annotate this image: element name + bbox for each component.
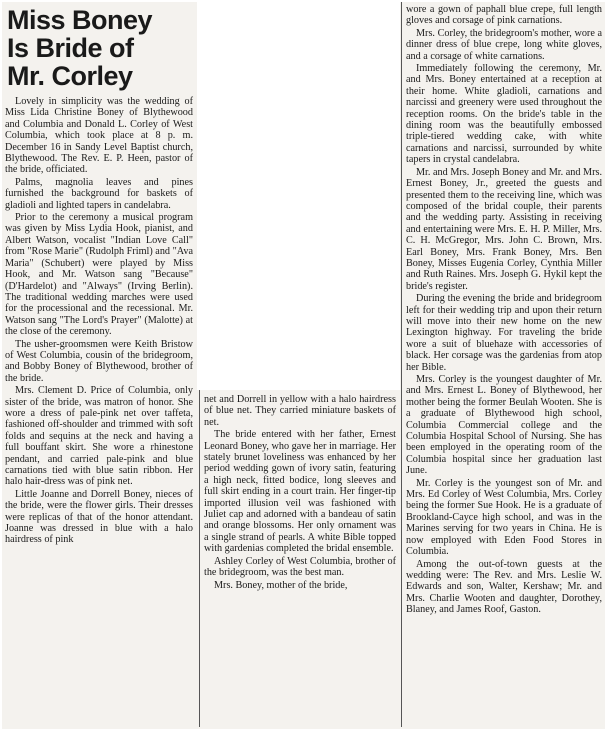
paragraph: Among the out-of-town guests at the wedding were: The Rev. and Mrs. Leslie W. Edwards and son, Walter, Kershaw; Mr. and Mrs. Charlie Wooten and daughter, Dorothey, Blaney, and James Roof, Gaston. (406, 558, 602, 616)
column-3 (406, 4, 602, 617)
paragraph: Mr. and Mrs. Joseph Boney and Mr. and Mrs. Ernest Boney, Jr., greeted the guests and presented them to the receiving line, which was composed of the bridal couple, their parents and the wedding party. Assisting in receiving and entertaining were Mrs. E. H. P. Miller, Mrs. C. H. McGregor, Mrs. John C. Brown, Mrs. Earl Boney, Mrs. Frank Boney, Mrs. Ben Boney, Misses Eugenia Corley, Cynthia Miller and Ruth Raines. Mrs. Joseph G. Hykil kept the bride's register. (406, 166, 602, 292)
column-rule (199, 390, 200, 727)
paragraph: Palms, magnolia leaves and pines furnished the background for baskets of gladioli and lighted tapers in candelabra. (5, 176, 193, 211)
paragraph: Mrs. Corley is the youngest daughter of Mr. and Mrs. Ernest L. Boney of Blythewood, her mother being the former Beulah Wooten. She is a graduate of Blythewood high school, Columbia Commercial college and the Columbia Hospital School of Nursing. She has been employed in the operating room of the Columbia hospital since her graduation last June. (406, 374, 602, 477)
headline-line: Mr. Corley (7, 61, 133, 91)
paragraph: Immediately following the ceremony, Mr. and Mrs. Boney entertained at a reception at their home. White gladioli, carnations and narcissi and greenery were used throughout the reception rooms. On the bride's table in the dining room was the beautifully embossed triple-tiered wedding cake, with white carnations and narcissi, surrounded by white tapers in crystal candelabra. (406, 63, 602, 166)
headline-line: Is Bride of (7, 33, 134, 63)
column-2 (204, 394, 396, 592)
headline-line: Miss Boney (7, 5, 153, 35)
paragraph: Lovely in simplicity was the wedding of Miss Lida Christine Boney of Blythewood and Columbia and Donald L. Corley of West Columbia, which took place at 8 p. m. December 16 in Sandy Level Baptist church, Blythewood. The Rev. E. P. Heen, pastor of the bride, officiated. (5, 96, 193, 176)
paragraph: The usher-groomsmen were Keith Bristow of West Columbia, cousin of the bridegroom, and Bobby Boney of Blythewood, brother of the bride. (5, 338, 193, 384)
column-rule (401, 2, 402, 727)
paragraph: wore a gown of paphall blue crepe, full length gloves and corsage of pink carnations. (406, 4, 602, 27)
paragraph: Prior to the ceremony a musical program was given by Miss Lydia Hook, pianist, and Albert Watson, vocalist "Indian Love Call" from "Rose Marie" (Rudolph Friml) and "Ava Maria" (Schubert) were played by Miss Hook, and Mr. Watson sang "Because" (D'Hardelot) and "Always" (Irving Berlin). The traditional wedding marches were used for the processional and the recessional. Mr. Watson sang "The Lord's Prayer" (Malotte) at the close of the ceremony. (5, 212, 193, 338)
paragraph: Ashley Corley of West Columbia, brother of the bridegroom, was the best man. (204, 555, 396, 579)
paragraph: During the evening the bride and bridegroom left for their wedding trip and upon their return will move into their new home on the new Lexington highway. For traveling the bride wore a suit of bluehaze with accessories of black. Her corsage was the gardenias from atop her Bible. (406, 293, 602, 373)
blank-area (197, 2, 400, 390)
paragraph: Little Joanne and Dorrell Boney, nieces of the bride, were the flower girls. Their dresses were replicas of that of the honor attendant. Joanne was dressed in blue with a halo hairdress of pink (5, 488, 193, 546)
paragraph: Mrs. Corley, the bridegroom's mother, wore a dinner dress of blue crepe, long white gloves, and a corsage of white carnations. (406, 27, 602, 62)
paragraph: Mrs. Clement D. Price of Columbia, only sister of the bride, was matron of honor. She wore a dress of pale-pink net over taffeta, fashioned off-shoulder and trimmed with soft folds and sequins at the neck and having a full bouffant skirt. She wore a rhinestone pendant, and carried pale-pink and blue carnations tied with blue satin ribbon. Her halo hair-dress was of pink net. (5, 385, 193, 488)
paragraph: Mr. Corley is the youngest son of Mr. and Mrs. Ed Corley of West Columbia, Mrs. Corley being the former Sue Hook. He is a graduate of Brookland-Cayce high school, and was in the Marines serving for two years in China. He is now employed with Eden Food Stores in Columbia. (406, 477, 602, 558)
headline (7, 6, 193, 90)
paragraph: The bride entered with her father, Ernest Leonard Boney, who gave her in marriage. Her stately brunet loveliness was enhanced by her period wedding gown of ivory satin, featuring a high neck, fitted bodice, long sleeves and full skirt ending in a court train. Her finger-tip imported illusion veil was fashioned with Juliet cap and adorned with a bandeau of satin and orange blossoms. Her only ornament was a single strand of pearls. A white Bible topped with gardenias completed the bridal ensemble. (204, 429, 396, 555)
column-1 (5, 6, 193, 547)
paragraph: Mrs. Boney, mother of the bride, (214, 579, 348, 591)
paragraph: net and Dorrell in yellow with a halo hairdress of blue net. They carried miniature baskets of net. (204, 394, 396, 428)
